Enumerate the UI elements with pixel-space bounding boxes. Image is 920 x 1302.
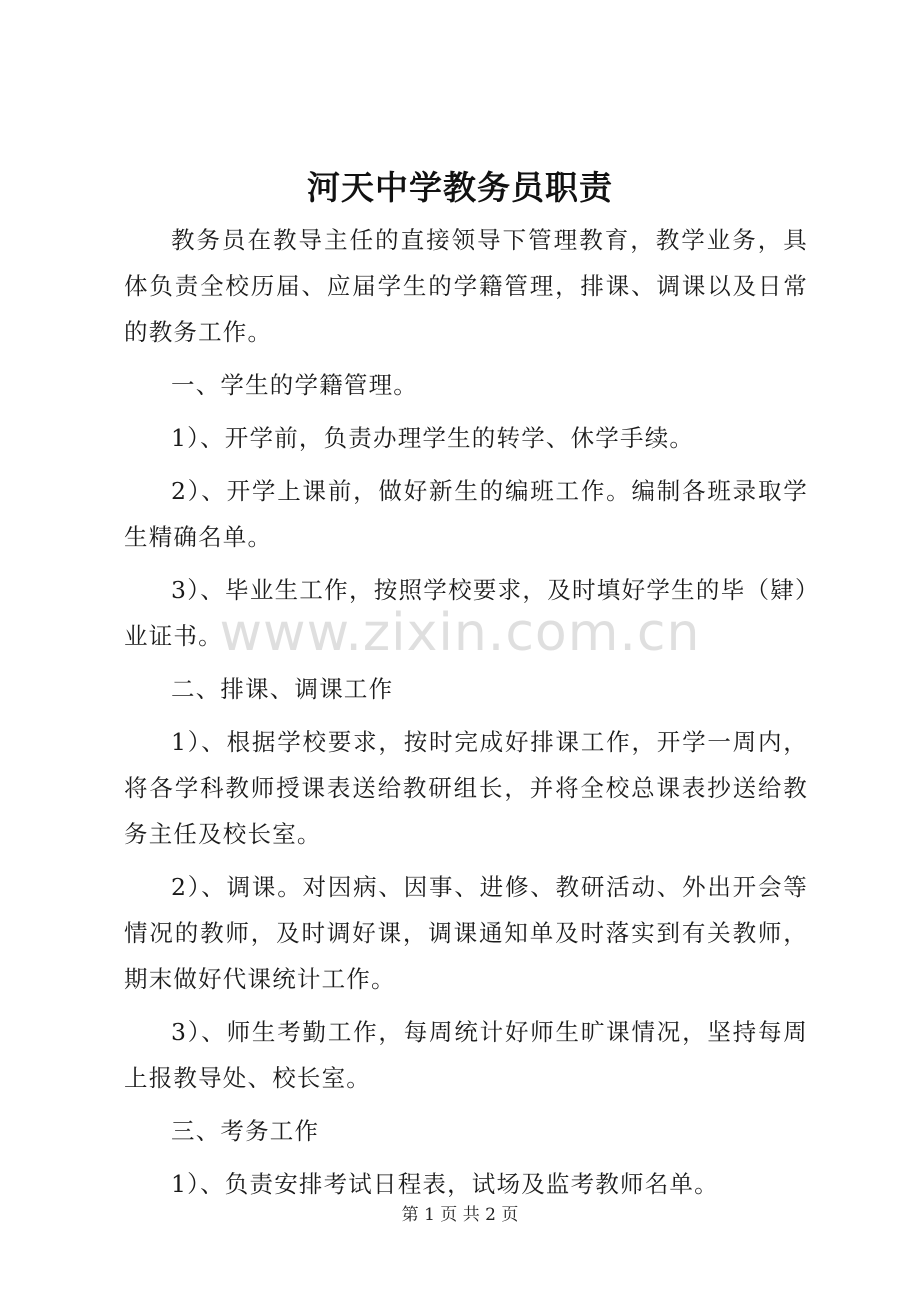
paragraph-item: 3）、师生考勤工作，每周统计好师生旷课情况，坚持每周上报教导处、校长室。 bbox=[124, 1018, 808, 1092]
watermark: www.zixin.com.cn bbox=[219, 603, 701, 663]
section-heading-2: 二、排课、调课工作 bbox=[171, 675, 394, 703]
paragraph-item: 1）、负责安排考试日程表，试场及监考教师名单。 bbox=[171, 1170, 719, 1198]
paragraph-item: 2）、调课。对因病、因事、进修、教研活动、外出开会等情况的教师，及时调好课，调课通知单及时落实到有关教师，期末做好代课统计工作。 bbox=[124, 873, 808, 993]
paragraph-item: 3）、毕业生工作，按照学校要求，及时填好学生的毕（肄）业证书。 bbox=[124, 576, 808, 650]
paragraph-item: 1）、根据学校要求，按时完成好排课工作，开学一周内，将各学科教师授课表送给教研组长，并将全校总课表抄送给教务主任及校长室。 bbox=[124, 728, 808, 848]
document-body bbox=[124, 217, 808, 1214]
section-heading-1: 一、学生的学籍管理。 bbox=[171, 371, 418, 399]
paragraph-item: 2）、开学上课前，做好新生的编班工作。编制各班录取学生精确名单。 bbox=[124, 477, 808, 551]
page-number-footer: 第 1 页 共 2 页 bbox=[401, 1205, 519, 1225]
paragraph-intro: 教务员在教导主任的直接领导下管理教育，教学业务，具体负责全校历届、应届学生的学籍管理，排课、调课以及日常的教务工作。 bbox=[124, 226, 808, 346]
document-title: 河天中学教务员职责 bbox=[307, 168, 613, 207]
section-heading-3: 三、考务工作 bbox=[171, 1117, 320, 1145]
paragraph-item: 1）、开学前，负责办理学生的转学、休学手续。 bbox=[171, 424, 695, 452]
